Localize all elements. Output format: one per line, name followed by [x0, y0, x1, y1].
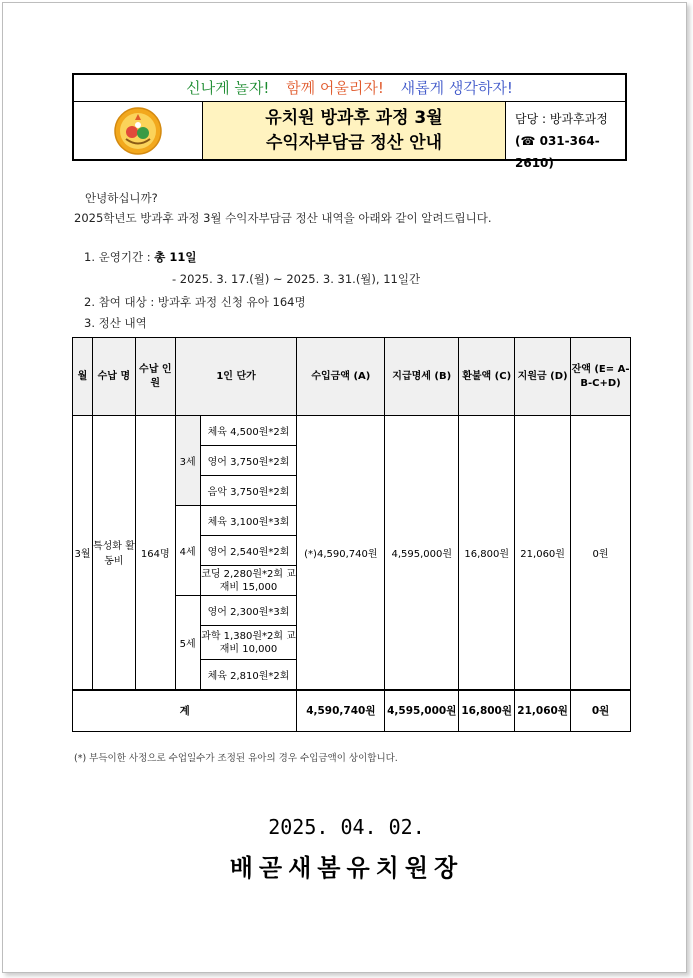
- header-balance: 잔액 (E= A-B-C+D): [571, 338, 631, 416]
- item-target: 2. 참여 대상 : 방과후 과정 신청 유아 164명: [84, 295, 306, 309]
- settlement-table: [72, 337, 631, 732]
- title-cell: [203, 102, 506, 159]
- greeting: 안녕하십니까?: [85, 191, 158, 205]
- cell-refund: 16,800원: [459, 416, 515, 690]
- cell-income: (*)4,590,740원: [297, 416, 385, 690]
- header-fee-name: 수납 명: [92, 338, 135, 416]
- slogan-2: 함께 어울리자!: [286, 79, 384, 97]
- kindergarten-logo-cell: [74, 102, 203, 159]
- cell-total-balance: 0원: [571, 690, 631, 732]
- table-total-row: [73, 690, 631, 732]
- intro-sentence: 2025학년도 방과후 과정 3월 수익자부담금 정산 내역을 아래와 같이 알려드립니다.: [74, 211, 492, 225]
- cell-total-payment: 4,595,000원: [385, 690, 459, 732]
- cell-age-3: 3세: [175, 416, 200, 506]
- cell-total-income: 4,590,740원: [297, 690, 385, 732]
- slogan-1: 신나게 놀자!: [186, 79, 270, 97]
- slogan-3: 새롭게 생각하자!: [400, 79, 513, 97]
- cell-total-support: 21,060원: [515, 690, 571, 732]
- cell-fee-count: 164명: [135, 416, 175, 690]
- header-box: [72, 73, 627, 170]
- cell-price-line: 영어 3,750원*2회: [200, 446, 297, 476]
- issue-date: 2025. 04. 02.: [268, 815, 425, 839]
- cell-price-line: 체육 3,100원*3회: [200, 506, 297, 536]
- header-fee-count: 수납 인원: [135, 338, 175, 416]
- cell-balance: 0원: [571, 416, 631, 690]
- cell-age-4: 4세: [175, 506, 200, 596]
- cell-price-line: 영어 2,300원*3회: [200, 596, 297, 626]
- cell-price-line: 음악 3,750원*2회: [200, 476, 297, 506]
- cell-price-line: 영어 2,540원*2회: [200, 536, 297, 566]
- table-header-row: [73, 338, 631, 416]
- cell-support: 21,060원: [515, 416, 571, 690]
- header-support: 지원금 (D): [515, 338, 571, 416]
- kindergarten-logo-icon: [110, 106, 166, 156]
- cell-price-line: 코딩 2,280원*2회 교재비 15,000: [200, 566, 297, 596]
- cell-total-refund: 16,800원: [459, 690, 515, 732]
- header-payment: 지급명세 (B): [385, 338, 459, 416]
- cell-price-line: 체육 2,810원*2회: [200, 660, 297, 690]
- item-period-detail: - 2025. 3. 17.(월) ~ 2025. 3. 31.(월), 11일간: [172, 272, 421, 286]
- principal-signature: 배곧새봄유치원장: [229, 853, 464, 882]
- contact-cell: [507, 102, 625, 170]
- cell-age-5: 5세: [175, 596, 200, 690]
- header-income: 수입금액 (A): [297, 338, 385, 416]
- header-unit-price: 1인 단가: [175, 338, 297, 416]
- item-period: [84, 249, 196, 265]
- title-line-2: 수익자부담금 정산 안내: [265, 133, 443, 153]
- table-row: [73, 416, 631, 446]
- title-line-1: 유치원 방과후 과정 3월: [265, 108, 443, 128]
- item-settlement: 3. 정산 내역: [84, 316, 147, 330]
- header-refund: 환불액 (C): [459, 338, 515, 416]
- header-month: 월: [73, 338, 93, 416]
- cell-payment: 4,595,000원: [385, 416, 459, 690]
- item-period-value: 총 11일: [154, 250, 197, 264]
- contact-person: 담당 : 방과후과정: [515, 112, 608, 126]
- cell-fee-name: 특성화 활동비: [92, 416, 135, 690]
- cell-total-label: 계: [73, 690, 297, 732]
- cell-price-line: 체육 4,500원*2회: [200, 416, 297, 446]
- footnote: (*) 부득이한 사정으로 수업일수가 조정된 유아의 경우 수입금액이 상이합니다.: [74, 753, 398, 764]
- slogan-row: [74, 75, 625, 102]
- cell-month: 3월: [73, 416, 93, 690]
- contact-phone: (☎ 031-364-2610): [515, 134, 600, 170]
- cell-price-line: 과학 1,380원*2회 교재비 10,000: [200, 626, 297, 660]
- item-period-label: 1. 운영기간 :: [84, 250, 155, 264]
